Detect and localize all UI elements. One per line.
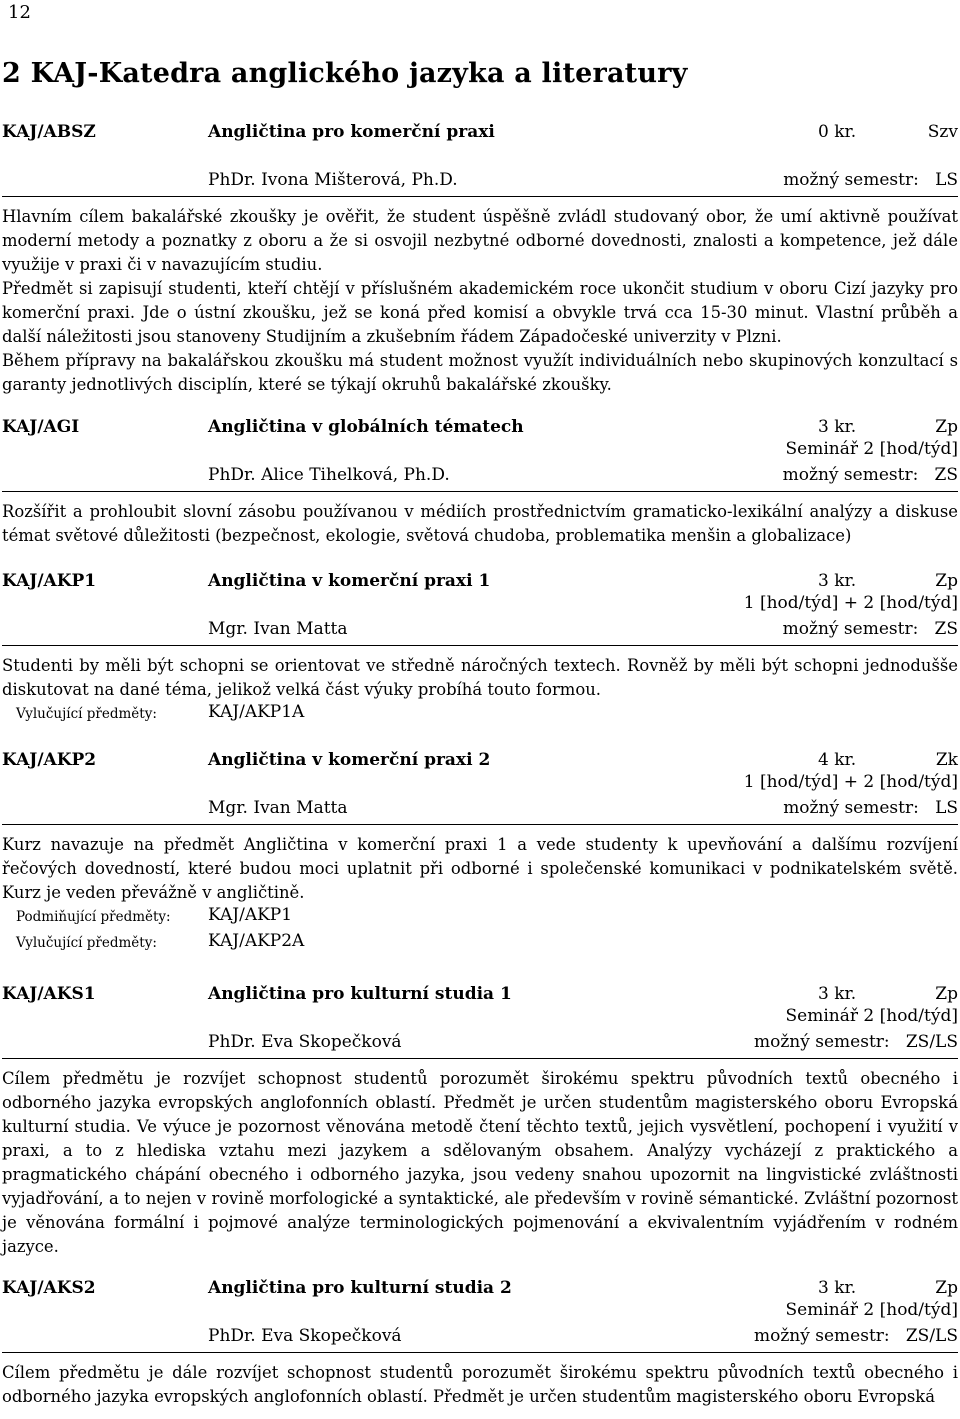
semester-value: ZS/LS [905, 1326, 958, 1346]
course-teacher: PhDr. Eva Skopečková [208, 1326, 402, 1346]
course-teacher: Mgr. Ivan Matta [208, 798, 348, 818]
course-semester [783, 619, 958, 639]
course-block [2, 122, 958, 397]
teacher-line [2, 1324, 958, 1350]
course-teacher: PhDr. Alice Tihelková, Ph.D. [208, 465, 450, 485]
course-code: KAJ/AGI [2, 417, 80, 437]
course-semester [754, 1032, 958, 1052]
course-hours: Seminář 2 [hod/týd] [785, 439, 958, 459]
description-paragraph: Hlavním cílem bakalářské zkoušky je ověřit, že student úspěšně zvládl studovaný obor, že umí aktivně používat moderní metody a poznatky z oboru a že si osvojil nezbytné odborné dovednosti, znalosti a kompetence, jež dále využije v praxi či v navazujícím studiu. [2, 207, 958, 274]
course-credits: 0 kr. [818, 122, 857, 142]
semester-label: možný semestr: [783, 170, 919, 190]
course-semester [783, 170, 958, 190]
course-name: Angličtina v komerční praxi 2 [208, 750, 491, 770]
semester-label: možný semestr: [783, 798, 919, 818]
course-completion: Zp [935, 1278, 958, 1298]
course-code: KAJ/ABSZ [2, 122, 96, 142]
course-code: KAJ/AKP2 [2, 750, 97, 770]
description-paragraph: Předmět si zapisují studenti, kteří chtějí v příslušném akademickém roce ukončit studium v oboru Cizí jazyky pro komerční praxi. Jde o ústní zkoušku, jež se koná před komisí a obvykle trvá cca 15-30 minut. Vlastní průběh a další náležitosti jsou stanoveny Studijním a zkušebním řádem Západočeské univerzity v Plzni. [2, 279, 958, 346]
related-courses [2, 931, 958, 957]
semester-value: ZS [934, 619, 958, 639]
course-description [2, 1067, 958, 1259]
description-paragraph: Studenti by měli být schopni se orientovat ve středně náročných textech. Rovněž by měli být schopni jednodušše diskutovat na dané téma, jelikož velká část výuky probíhá touto formou. [2, 656, 958, 699]
semester-value: LS [935, 798, 958, 818]
course-code: KAJ/AKS1 [2, 984, 96, 1004]
course-hours: Seminář 2 [hod/týd] [785, 1300, 958, 1320]
semester-value: ZS/LS [905, 1032, 958, 1052]
course-name: Angličtina v komerční praxi 1 [208, 571, 491, 591]
course-teacher: PhDr. Ivona Mišterová, Ph.D. [208, 170, 458, 190]
course-header [2, 417, 958, 439]
teacher-line [2, 463, 958, 489]
course-header [2, 122, 958, 144]
course-header [2, 571, 958, 593]
relation-value: KAJ/AKP2A [208, 931, 305, 951]
teacher-line [2, 617, 958, 643]
semester-label: možný semestr: [782, 465, 919, 485]
divider [2, 645, 958, 646]
course-description [2, 1361, 958, 1409]
course-completion: Zp [935, 571, 958, 591]
relation-label: Podmiňující předměty: [16, 909, 171, 925]
course-credits: 3 kr. [818, 1278, 857, 1298]
course-completion: Zk [935, 750, 958, 770]
course-description [2, 205, 958, 397]
course-semester [754, 1326, 958, 1346]
relation-value: KAJ/AKP1 [208, 905, 293, 925]
relation-value: KAJ/AKP1A [208, 702, 305, 722]
course-hours: Seminář 2 [hod/týd] [785, 1006, 958, 1026]
page-number: 12 [8, 2, 31, 23]
course-name: Angličtina v globálních tématech [208, 417, 524, 437]
related-courses [2, 702, 958, 728]
course-completion: Zp [935, 984, 958, 1004]
course-name: Angličtina pro kulturní studia 2 [208, 1278, 512, 1298]
teacher-line [2, 1030, 958, 1056]
course-description [2, 500, 958, 548]
course-semester [783, 465, 958, 485]
divider [2, 824, 958, 825]
course-semester [783, 798, 958, 818]
course-name: Angličtina pro komerční praxi [208, 122, 495, 142]
related-courses [2, 905, 958, 931]
divider [2, 491, 958, 492]
semester-value: ZS [934, 465, 958, 485]
course-credits: 3 kr. [818, 984, 857, 1004]
divider [2, 196, 958, 197]
course-block [2, 750, 958, 957]
teacher-line [2, 796, 958, 822]
description-paragraph: Kurz navazuje na předmět Angličtina v komerční praxi 1 a vede studenty k upevňování a dalšímu rozvíjení řečových dovedností, které budou moci uplatnit při odborné i společenské komunikaci v podnikatelském světě. Kurz je veden převážně v angličtině. [2, 835, 958, 902]
course-block [2, 984, 958, 1259]
course-header [2, 984, 958, 1006]
course-completion: Szv [927, 122, 958, 142]
relation-label: Vylučující předměty: [16, 706, 157, 722]
course-teacher: PhDr. Eva Skopečková [208, 1032, 402, 1052]
divider [2, 1058, 958, 1059]
semester-label: možný semestr: [754, 1326, 890, 1346]
semester-value: LS [935, 170, 958, 190]
course-credits: 3 kr. [818, 571, 857, 591]
course-completion: Zp [935, 417, 958, 437]
course-name: Angličtina pro kulturní studia 1 [208, 984, 512, 1004]
teacher-line [2, 168, 958, 194]
course-header [2, 750, 958, 772]
semester-label: možný semestr: [754, 1032, 890, 1052]
description-paragraph: Během přípravy na bakalářskou zkoušku má student možnost využít individuálních nebo skupinových konzultací s garanty jednotlivých disciplín, které se týkají okruhů bakalářské zkoušky. [2, 351, 958, 394]
course-hours [2, 144, 958, 168]
course-hours: 1 [hod/týd] + 2 [hod/týd] [743, 772, 958, 792]
course-teacher: Mgr. Ivan Matta [208, 619, 348, 639]
course-code: KAJ/AKS2 [2, 1278, 96, 1298]
course-credits: 3 kr. [818, 417, 857, 437]
divider [2, 1352, 958, 1353]
relation-label: Vylučující předměty: [16, 935, 157, 951]
course-block [2, 571, 958, 728]
course-code: KAJ/AKP1 [2, 571, 97, 591]
course-credits: 4 kr. [818, 750, 857, 770]
course-block [2, 417, 958, 548]
course-description [2, 833, 958, 905]
chapter-title: 2 KAJ-Katedra anglického jazyka a literatury [2, 58, 688, 89]
course-header [2, 1278, 958, 1300]
course-block [2, 1278, 958, 1409]
course-hours: 1 [hod/týd] + 2 [hod/týd] [743, 593, 958, 613]
description-paragraph: Cílem předmětu je rozvíjet schopnost studentů porozumět širokému spektru původních textů obecného i odborného jazyka evropských anglofonních oblastí. Předmět je určen studentům magisterského oboru Evropská kulturní studia. Ve výuce je pozornost věnována metodě čtení těchto textů, jejich vysvětlení, pochopení i využití v praxi, a to z hlediska vztahu mezi jazykem a sdělovaným obsahem. Analýzy vycházejí z praktického a pragmatického chápání obecného i odborného jazyka, jsou vedeny snahou upozornit na lingvistické zvláštnosti vyjadřování, a to nejen v rovině morfologické a syntaktické, ale především v rovině sémantické. Zvláštní pozornost je věnována formální i pojmové analýze terminologických pojmenování a ekvivalentním vyjádřením v rodném jazyce. [2, 1069, 958, 1256]
description-paragraph: Rozšířit a prohloubit slovní zásobu používanou v médiích prostřednictvím gramaticko-lexikální analýzy a diskuse témat světové důležitosti (bezpečnost, ekologie, světová chudoba, problematika menšin a globalizace) [2, 502, 958, 545]
semester-label: možný semestr: [782, 619, 919, 639]
description-paragraph: Cílem předmětu je dále rozvíjet schopnost studentů porozumět širokému spektru původních textů obecného i odborného jazyka evropských anglofonních oblastí. Předmět je určen studentům magisterského oboru Evropská [2, 1363, 958, 1406]
course-description [2, 654, 958, 702]
